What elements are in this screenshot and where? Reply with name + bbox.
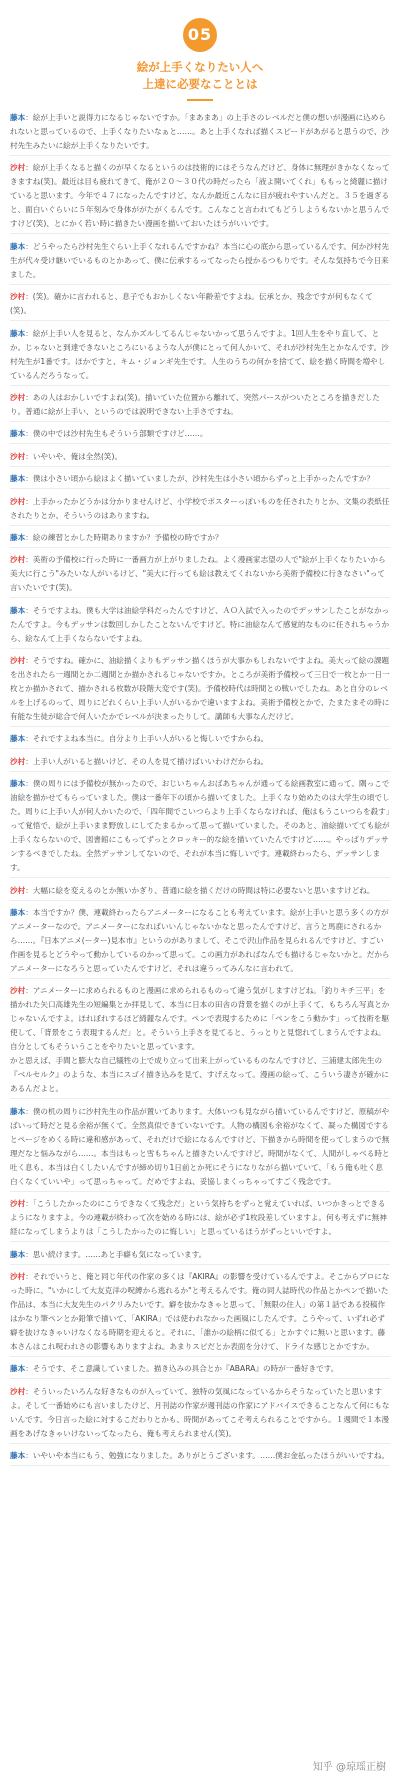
dialogue-text: 思い続けます。……あと手癖も気になっています。 — [32, 1249, 207, 1259]
speaker-separator: ： — [25, 734, 33, 744]
speaker-separator: ： — [25, 163, 33, 173]
speaker-separator: ： — [25, 605, 33, 615]
speaker-name: 藤本 — [10, 328, 26, 338]
dialogue-paragraph — [10, 551, 390, 598]
dialogue-text: 大幅に絵を変えるのとか無いかぎり、普通に絵を描くだけの時間は特に必要ないと思いますけどね。 — [32, 885, 375, 895]
speaker-separator: ： — [25, 1249, 33, 1259]
dialogue-paragraph — [10, 159, 390, 234]
speaker-name: 沙村 — [10, 496, 26, 506]
dialogue-paragraph — [10, 730, 390, 749]
speaker-name: 沙村 — [10, 1271, 26, 1281]
dialogue-paragraph — [10, 1383, 390, 1444]
dialogue-paragraph — [10, 1195, 390, 1242]
speaker-separator: ： — [25, 496, 33, 506]
speaker-name: 沙村 — [10, 756, 26, 766]
speaker-name: 藤本 — [10, 908, 26, 918]
dialogue-text: 僕の中では沙村先生もそういう部類ですけど……。 — [32, 429, 208, 439]
speaker-name: 沙村 — [10, 1199, 26, 1209]
speaker-separator: ： — [25, 1364, 33, 1374]
speaker-separator: ： — [25, 1386, 33, 1396]
dialogue-paragraph — [10, 389, 390, 422]
dialogue-list — [0, 101, 400, 1466]
speaker-separator: ： — [25, 532, 33, 542]
speaker-name: 沙村 — [10, 986, 26, 996]
dialogue-text: 僕の周りには予備校が無かったので、おじいちゃんおばあちゃんが通ってる絵画教室に通って、隅っこで油絵を描かせてもらっていました。僕は一番年下の頃から描いてました。上手くなり始めたのは大学生の頃でした。周りに上手い人が何人かいたので、「四年間でこいつらより上手くならなければ、俺はもうこいつらを殺す」って覚悟で、絵が上手いまま野放しにしてたまるかって思って描いていました。そのあと、油絵描いてても絵が上手くならないので、図書館にこもってずっとクロッキー的な絵を描いていたんですけど……。やっぱりデッサンするべきでしたね。全然デッサンしてないので、それが本当に悔しいです。連載終わったら、デッサンします。 — [10, 779, 390, 873]
section-header — [0, 0, 400, 101]
dialogue-paragraph — [10, 904, 390, 979]
dialogue-text: そうです、そこ意識していました。描き込みの具合とか『ABARA』の時が一番好きです。 — [32, 1364, 339, 1374]
dialogue-paragraph — [10, 652, 390, 727]
speaker-name: 藤本 — [10, 779, 26, 789]
speaker-name: 藤本 — [10, 1106, 26, 1116]
speaker-separator: ： — [25, 555, 33, 565]
speaker-separator: ： — [25, 392, 33, 402]
dialogue-text: それですよね本当に。自分より上手い人がいると悔しいですからね。 — [32, 734, 269, 744]
dialogue-text: いやいや、俺は全然(笑)。 — [32, 451, 123, 461]
dialogue-text: どうやったら沙村先生ぐらい上手くなれるんですかね？本当に心の底から思っているんです。何か沙村先生が代々受け継いでいるものとかあって、僕に伝承するってなったら授かるつもりです。そんな気持ちで今日来ました。 — [10, 241, 390, 279]
speaker-name: 藤本 — [10, 1364, 26, 1374]
section-title — [0, 59, 400, 93]
section-title-line-1: 絵が上手くなりたい人へ — [136, 60, 264, 74]
speaker-separator: ： — [25, 1199, 33, 1209]
speaker-name: 藤本 — [10, 1249, 26, 1259]
dialogue-paragraph — [10, 1103, 390, 1192]
dialogue-paragraph — [10, 425, 390, 444]
section-title-line-2: 上達に必要なこととは — [142, 77, 258, 91]
dialogue-text: 絵が上手いと説得力になるじゃないですか。「まあまあ」の上手さのレベルだと僕の想いが漫画に込められないと思っているので、上手くなりたいなぁと……。あと上手くなれば描くスピードがあがると思うので、沙村先生みたいに絵が上手くなりたいです。 — [10, 113, 390, 150]
dialogue-text: あの人はおかしいですよね(笑)。描いていた位置から離れて、突然パースがついたところを描きだしたり。普通に絵が上手い、というのでは説明できない上手さですね。 — [10, 392, 380, 416]
speaker-name: 藤本 — [10, 1451, 26, 1461]
speaker-separator: ： — [25, 113, 33, 122]
dialogue-text: (笑)。確かに言われると、息子でもおかしくない年齢差ですよね。伝承とか、残念ですが何もなくて(笑)。 — [10, 292, 373, 316]
speaker-name: 沙村 — [10, 885, 26, 895]
section-number-badge: 05 — [183, 18, 217, 52]
speaker-name: 藤本 — [10, 734, 26, 744]
dialogue-text: 僕は小さい頃から絵はよく描いていましたが、沙村先生は小さい頃からずっと上手かったんですか？ — [32, 474, 375, 484]
dialogue-text: 美術の予備校に行った時に一番画力が上がりましたね。よく漫画家志望の人で"絵が上手くなりたいから美大に行こう"みたいな人がいるけど、"美大に行っても絵は教えてくれないから美術予備校に行きなさい"って言いたいです(笑)。 — [10, 555, 386, 593]
dialogue-text: 本当ですか？僕、連載終わったらアニメーターになることも考えています。絵が上手いと思う多くの方がアニメーターなので。アニメーターになればいいんじゃないかなと思ったんですけど、言うと馬鹿にされるから……。『日本アニメ(ーター)見本市』というのがありまして、そこで沢山作品を見られるんですけど、すごい作画を見るとどうやって動かしているのかって思って。この画力があればなんでも描けるじゃないかと。だからアニメーターになろうと思っていたんですけど、それは違うってみんなに言われて。 — [10, 908, 390, 974]
speaker-name: 藤本 — [10, 474, 26, 484]
speaker-name: 沙村 — [10, 451, 26, 461]
dialogue-paragraph — [10, 882, 390, 901]
speaker-separator: ： — [25, 756, 33, 766]
speaker-name: 沙村 — [10, 292, 26, 302]
dialogue-text: そうですよね。僕も大学は油絵学科だったんですけど、ＡＯ入試で入ったのでデッサンしたことがなかったんですよ。今もデッサンは数回しかしたことないんですけど。特に油絵なんて感覚的なものに任されちゃうから、絵なんて上手くならないですよね。 — [10, 605, 390, 643]
dialogue-paragraph — [10, 775, 390, 878]
dialogue-text: アニメーターに求められるものと漫画に求められるものって違う気がしますけどね。「釣りキチ三平」を描かれた矢口高雄先生の短編集とか拝見して、本当に日本の田舎の背景を描くのが上手くて、もちろん写真とかじゃないんですよ。ほれぼれするほど綺麗なんです。ペンで表現するために「ペンをこう動かす」って技術を駆使して、「背景をこう表現するんだ」と。そういう上手さを見てると、うっとりと見惚れてしまうんですよね。自分としてもそういうことをやりたいと思っています。 — [10, 986, 390, 1052]
speaker-separator: ： — [25, 656, 33, 666]
dialogue-paragraph — [10, 238, 390, 285]
dialogue-text: それでいうと、俺と同じ年代の作家の多くは『AKIRA』の影響を受けているんですよ。そこからプロになった時に、"いかにして大友克洋の呪縛から逃れるか"と考えるんです。俺の同人誌時代の作品とかペンで描いた作品は、本当に大友先生のパクリみたいです。癖を抜かなきゃと思って、「無限の住人」の第１話である投稿作はかなり筆ペンとか鉛筆で描いて、「AKIRA」では使われなかった画風にしたんです。こうやって、いずれ必ず癖を抜けなきゃいけなくなる時期を迎えると。それに、「誰かの絵柄に似てる」とかすぐに無いと思います。藤本さんはこれ呪われさの影響もありますよね。あまりスビだとか表面を分けて、ドライな感じとかですか。 — [10, 1271, 390, 1351]
dialogue-text: 絵が上手い人を見ると、なんかズルしてるんじゃないかって思うんですよ。1回人生をやり直して、とか。じゃないと到達できないところにいるような人が僕にとって何人かいて、それが沙村先生とかなんです。沙村先生が1番です。ほかですと、キム・ジョンギ先生です。人生のうちの何かを捨てて、絵を描く時間を増やしているんだろうなって。 — [10, 328, 389, 380]
dialogue-text: いやいや本当にもう、勉強になりました。ありがとうございます。……僕お金払ったほうがいいですね。 — [32, 1451, 390, 1461]
speaker-separator: ： — [25, 986, 33, 996]
speaker-name: 藤本 — [10, 241, 26, 251]
dialogue-paragraph — [10, 982, 390, 1099]
speaker-name: 沙村 — [10, 1386, 26, 1396]
speaker-separator: ： — [25, 328, 33, 338]
dialogue-paragraph — [10, 1447, 390, 1466]
speaker-separator: ： — [25, 429, 33, 439]
dialogue-text: そうですね。確かに、油絵描くよりもデッサン描くほうが大事かもしれないですよね。美大って絵の課題を出されたら一週間とか二週間とか描かされるじゃないですか。ところが美術予備校って三日で一枚とか一日一枚とか描かされて、描かされる枚数が段階大変です(笑)。予備校時代は時間との戦いでしたね。あと自分のレベルを上げるのって、周りにどれくらい上手い人がいるかで違いますよね。美術予備校とかで、たまたまその時に有能な生徒が総合で何人いたかでレベルが決まったりして。講師も大事なんだけど。 — [10, 656, 390, 722]
dialogue-paragraph — [10, 288, 390, 321]
speaker-name: 沙村 — [10, 392, 26, 402]
speaker-name: 沙村 — [10, 555, 26, 565]
dialogue-text: 絵が上手くなると描くのが早くなるというのは技術的にはそうなんだけど、身体に無理がきかなくなってきますね(笑)。最近は目も疲れてきて、俺が２０～３０代の時だったら「液よ開いてくれ」ももっと綺麗に描けていると思います。今年で４７になったんですけど、なんか最近こんなに目が疲れやすいんだと。３５を過ぎると、面白いぐらいに５年刻みで身体ががたがくるんです。こんなこと言われてもどうしようもないかと思うんですけど(笑)、とにかく若い時に描きたい漫画を描いておいたほうがいいです。 — [10, 163, 390, 229]
speaker-name: 藤本 — [10, 429, 26, 439]
speaker-name: 藤本 — [10, 113, 26, 122]
speaker-separator: ： — [25, 292, 33, 302]
speaker-name: 沙村 — [10, 656, 26, 666]
dialogue-text: 上手かったかどうかは分かりませんけど、小学校でポスターっぽいものを任されたりとか、文集の表紙任されたりとか、そういうのはありますね。 — [10, 496, 390, 520]
watermark: 知乎 @琼瑶正樹 — [312, 1762, 386, 1773]
dialogue-paragraph — [10, 448, 390, 467]
speaker-separator: ： — [25, 241, 33, 251]
dialogue-paragraph — [10, 1246, 390, 1265]
dialogue-paragraph — [10, 109, 390, 156]
dialogue-text: 絵の練習とかした時期ありますか？予備校の時ですか？ — [32, 532, 223, 542]
speaker-separator: ： — [25, 885, 33, 895]
speaker-separator: ： — [25, 908, 33, 918]
speaker-separator: ： — [25, 1106, 33, 1116]
speaker-name: 藤本 — [10, 532, 26, 542]
speaker-separator: ： — [25, 1271, 33, 1281]
speaker-name: 沙村 — [10, 163, 26, 173]
dialogue-paragraph — [10, 493, 390, 526]
speaker-separator: ： — [25, 779, 33, 789]
speaker-separator: ： — [25, 451, 33, 461]
dialogue-text: 僕の机の周りに沙村先生の作品が置いてあります。大体いつも見ながら描いているんですけど、原稿がやばいって時だと見る余裕が無くて。全然真似できていないです。人物の構図も余裕がなくて、凝った構図でするとページをめくる時に違和感があって、それだけで絵になるんですけど、下描きから時間を使ってしまうので無理だなと悩みながら……。本当はもっと雪もちゃんと描きたいんですけど。時間がなくて、人間がしゃべる時と吐く息も、本当は白くしたいんですが締め切り1日前とか死にそうになりながら描いていて、「もう俺も吐く息白くなくていいや」って思っちゃって。だめですよね、妥協しまくっちゃってすごく残念です。 — [10, 1106, 390, 1186]
speaker-separator: ： — [25, 474, 33, 484]
dialogue-text: かと思えば、手間と膨大な自己犠牲の上で成り立って出来上がっているものなんですけど、三浦建太郎先生の『ベルセルク』のような、本当にスゴイ描き込みを見て、すげえなって。漫画の絵って、こういう凄さが確かにあるんだよと。 — [10, 1056, 389, 1094]
dialogue-paragraph — [10, 753, 390, 772]
dialogue-paragraph — [10, 529, 390, 548]
dialogue-text: そういったいろんな好きなものが入っていて、独特の気風になっているからそうなっていたと思いますよ。そして一番始めにも言いましたけど、月刊誌の作家が週刊誌の作家にアドバイスできることなんて何にもないんです。今日言った絵に対するこだわりとかも、時間があってこそ考えられることですから。１週間で１本漫画をあげなきゃいけないってなったら、俺も考えられません(笑)。 — [10, 1386, 390, 1438]
dialogue-paragraph — [10, 325, 390, 386]
dialogue-text: 上手い人がいると描いけど、その人を見て描けばいいわけだからね。 — [32, 756, 269, 766]
dialogue-paragraph — [10, 602, 390, 649]
speaker-name: 藤本 — [10, 605, 26, 615]
speaker-separator: ： — [25, 1451, 33, 1461]
dialogue-paragraph — [10, 1268, 390, 1357]
dialogue-text: 「こうしたかったのにこうできなくて残念だ」という気持ちをずっと覚えていれば、いつかきっとできるようになりますよ。今の連載が終わって次を始める時には、絵が必ず1枚段差していますよ。何も考えずに無神経になってしまうよりは「こうしたかったのに悔しい」と思っているほうがずっといいですよ。 — [10, 1199, 387, 1237]
dialogue-paragraph — [10, 470, 390, 489]
dialogue-paragraph — [10, 1360, 390, 1379]
